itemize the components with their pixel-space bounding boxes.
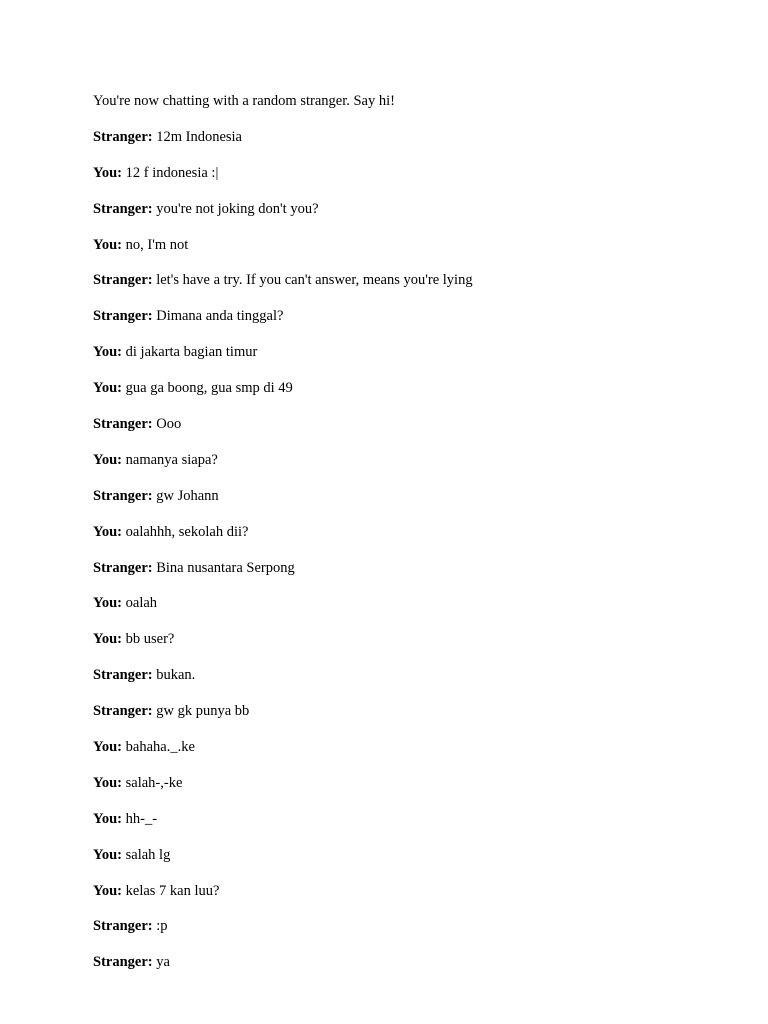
message-speaker: Stranger: bbox=[93, 918, 153, 935]
intro-line: You're now chatting with a random stranger. Say hi! bbox=[93, 93, 395, 109]
message-text: kelas 7 kan luu? bbox=[122, 882, 220, 899]
message-line bbox=[93, 630, 733, 648]
message-speaker: Stranger: bbox=[93, 954, 153, 971]
message-line bbox=[93, 343, 733, 361]
message-line bbox=[93, 953, 733, 971]
message-text: no, I'm not bbox=[122, 236, 189, 253]
message-speaker: Stranger: bbox=[93, 703, 153, 720]
message-line bbox=[93, 738, 733, 756]
message-speaker: You: bbox=[93, 595, 123, 612]
message-text: Bina nusantara Serpong bbox=[152, 559, 295, 576]
message-text: oalah bbox=[122, 595, 158, 612]
message-line bbox=[93, 774, 733, 792]
message-speaker: You: bbox=[93, 164, 123, 181]
message-text: gw Johann bbox=[152, 487, 219, 504]
message-speaker: Stranger: bbox=[93, 200, 153, 217]
message-text: you're not joking don't you? bbox=[152, 200, 319, 217]
message-line bbox=[93, 164, 733, 182]
message-line bbox=[93, 236, 733, 254]
message-line bbox=[93, 415, 733, 433]
message-line bbox=[93, 487, 733, 505]
message-speaker: Stranger: bbox=[93, 487, 153, 504]
message-line bbox=[93, 451, 733, 469]
message-speaker: You: bbox=[93, 344, 123, 361]
message-text: salah-,-ke bbox=[122, 774, 183, 791]
message-text: 12m Indonesia bbox=[152, 128, 242, 145]
message-line bbox=[93, 271, 733, 289]
message-speaker: You: bbox=[93, 810, 123, 827]
message-text: 12 f indonesia :| bbox=[122, 164, 219, 181]
message-line bbox=[93, 200, 733, 218]
message-text: bukan. bbox=[152, 667, 196, 684]
message-speaker: You: bbox=[93, 774, 123, 791]
message-line bbox=[93, 594, 733, 612]
message-speaker: Stranger: bbox=[93, 128, 153, 145]
message-list bbox=[93, 128, 733, 971]
message-line bbox=[93, 702, 733, 720]
message-speaker: Stranger: bbox=[93, 667, 153, 684]
message-text: bahaha._.ke bbox=[122, 739, 195, 756]
message-speaker: Stranger: bbox=[93, 308, 153, 325]
message-text: salah lg bbox=[122, 846, 171, 863]
message-speaker: You: bbox=[93, 523, 123, 540]
message-text: Dimana anda tinggal? bbox=[152, 308, 284, 325]
message-speaker: You: bbox=[93, 882, 123, 899]
message-line bbox=[93, 523, 733, 541]
message-line bbox=[93, 379, 733, 397]
message-text: di jakarta bagian timur bbox=[122, 344, 258, 361]
message-speaker: You: bbox=[93, 846, 123, 863]
message-line bbox=[93, 128, 733, 146]
chat-transcript bbox=[93, 92, 733, 989]
message-text: let's have a try. If you can't answer, means you're lying bbox=[152, 272, 473, 289]
message-line bbox=[93, 559, 733, 577]
message-line bbox=[93, 666, 733, 684]
message-speaker: You: bbox=[93, 236, 123, 253]
message-text: hh-_- bbox=[122, 810, 158, 827]
message-text: gw gk punya bb bbox=[152, 703, 250, 720]
message-speaker: You: bbox=[93, 380, 123, 397]
message-text: gua ga boong, gua smp di 49 bbox=[122, 380, 293, 397]
message-line bbox=[93, 917, 733, 935]
message-speaker: Stranger: bbox=[93, 559, 153, 576]
message-speaker: Stranger: bbox=[93, 416, 153, 433]
message-speaker: You: bbox=[93, 451, 123, 468]
message-text: Ooo bbox=[152, 416, 182, 433]
message-text: ya bbox=[152, 954, 170, 971]
message-text: :p bbox=[152, 918, 168, 935]
message-speaker: You: bbox=[93, 631, 123, 648]
message-text: oalahhh, sekolah dii? bbox=[122, 523, 249, 540]
message-speaker: You: bbox=[93, 739, 123, 756]
message-text: bb user? bbox=[122, 631, 175, 648]
message-speaker: Stranger: bbox=[93, 272, 153, 289]
message-text: namanya siapa? bbox=[122, 451, 218, 468]
message-line bbox=[93, 810, 733, 828]
message-line bbox=[93, 846, 733, 864]
message-line bbox=[93, 307, 733, 325]
message-line bbox=[93, 882, 733, 900]
